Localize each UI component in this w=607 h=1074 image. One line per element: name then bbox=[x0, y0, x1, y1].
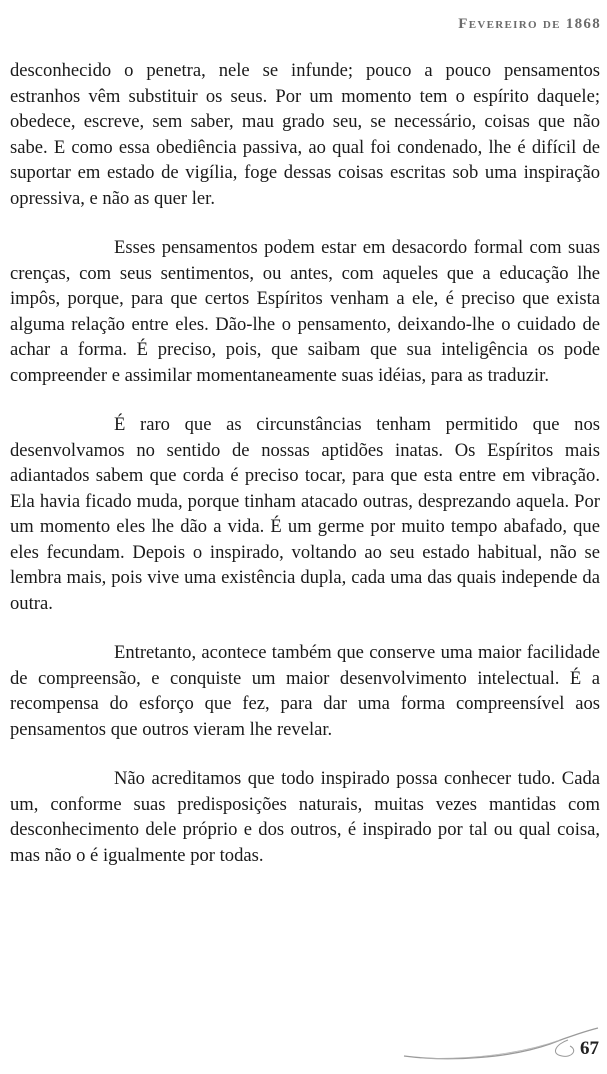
paragraph-3: É raro que as circunstâncias tenham permitido que nos desenvolvamos no sentido de nossas aptidões inatas. Os Espíritos mais adiantados sabem que corda é preciso tocar, para que esta entre em vibração. Ela havia ficado muda, porque tinham atacado outras, desprezando aquela. Por um momento eles lhe dão a vida. É um germe por muito tempo abafado, que eles fecundam. Depois o inspirado, voltando ao seu estado habitual, não se lembra mais, pois vive uma existência dupla, cada uma das quais independe da outra. bbox=[10, 414, 600, 614]
page-body bbox=[10, 58, 600, 868]
paragraph-5: Não acreditamos que todo inspirado possa conhecer tudo. Cada um, conforme suas predisposições naturais, muitas vezes mantidas com desconhecimento dele próprio e dos outros, é inspirado por tal ou qual coisa, mas não o é igualmente por todas. bbox=[10, 768, 600, 866]
paragraph-1: desconhecido o penetra, nele se infunde; pouco a pouco pensamentos estranhos vêm substituir os seus. Por um momento tem o espírito daquele; obedece, escreve, sem saber, mau grado seu, se necessário, coisas que não sabe. E como essa obediência passiva, ao qual foi condenado, lhe é difícil de suportar em estado de vigília, foge dessas coisas escritas sob uma inspiração opressiva, e não as quer ler. bbox=[10, 60, 600, 209]
running-header: Fevereiro de 1868 bbox=[458, 16, 601, 32]
swirl-ornament-icon bbox=[400, 1022, 600, 1062]
page-number: 67 bbox=[580, 1038, 599, 1059]
paragraph-2: Esses pensamentos podem estar em desacordo formal com suas crenças, com seus sentimentos, ou antes, com aqueles que a educação lhe impôs, porque, para que certos Espíritos venham a ele, é preciso que exista alguma relação entre eles. Dão-lhe o pensamento, deixando-lhe o cuidado de achar a forma. É preciso, pois, que saibam que sua inteligência os pode compreender e assimilar momentaneamente suas idéias, para as traduzir. bbox=[10, 237, 600, 386]
paragraph-4: Entretanto, acontece também que conserve uma maior facilidade de compreensão, e conquiste um maior desenvolvimento intelectual. É a recompensa do esforço que fez, para dar uma forma compreensível aos pensamentos que outros vieram lhe revelar. bbox=[10, 642, 600, 740]
